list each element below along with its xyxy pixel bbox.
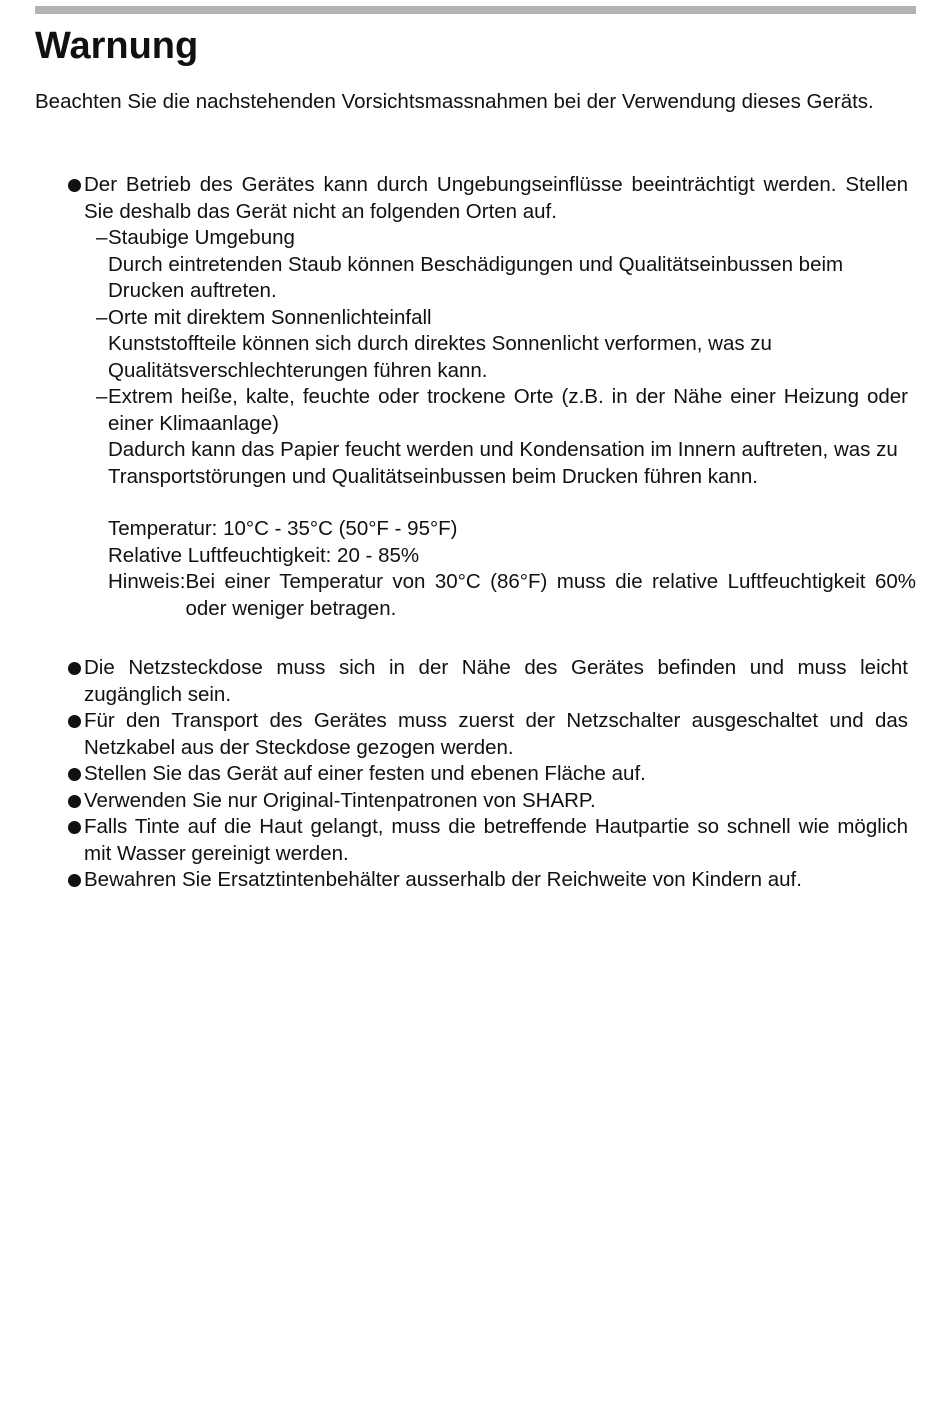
list-item [68, 761, 908, 788]
sub-item [96, 225, 908, 305]
list-item [68, 172, 916, 622]
list-item [68, 708, 908, 761]
bullet-icon [68, 662, 81, 675]
intro-paragraph: Beachten Sie die nachstehenden Vorsichtsmassnahmen bei der Verwendung dieses Geräts. [35, 90, 874, 113]
list-item [68, 867, 908, 894]
top-rule [35, 6, 916, 14]
bullet-icon [68, 821, 81, 834]
sub-item-heading: Extrem heiße, kalte, feuchte oder trockene Orte (z.B. in der Nähe einer Heizung oder einer Klimaanlage) [108, 385, 908, 435]
dash-icon: – [96, 226, 108, 249]
list-item-text: Der Betrieb des Gerätes kann durch Ungebungseinflüsse beeinträchtigt werden. Stellen Sie deshalb das Gerät nicht an folgenden Orten auf. [84, 173, 908, 223]
list-item-text: Bewahren Sie Ersatztintenbehälter ausserhalb der Reichweite von Kindern auf. [84, 868, 802, 891]
dash-icon: – [96, 385, 108, 408]
sub-item-desc: Kunststoffteile können sich durch direktes Sonnenlicht verformen, was zu Qualitätsverschlechterungen führen kann. [108, 332, 772, 382]
sub-item-desc: Dadurch kann das Papier feucht werden und Kondensation im Innern auftreten, was zu Transportstörungen und Qualitätseinbussen beim Drucken führen kann. [108, 438, 898, 488]
list-item [68, 788, 908, 815]
bullet-icon [68, 768, 81, 781]
environment-specs [108, 516, 916, 622]
sub-item-heading: Orte mit direktem Sonnenlichteinfall [108, 305, 432, 329]
location-sublist [96, 225, 908, 490]
note [108, 569, 916, 622]
sub-item [96, 305, 908, 385]
bullet-icon [68, 179, 81, 192]
sub-item-desc: Durch eintretenden Staub können Beschädigungen und Qualitätseinbussen beim Drucken auftreten. [108, 252, 844, 302]
bullet-icon [68, 795, 81, 808]
list-item-text: Falls Tinte auf die Haut gelangt, muss die betreffende Hautpartie so schnell wie möglich mit Wasser gereinigt werden. [84, 815, 908, 865]
sub-item-heading: Staubige Umgebung [108, 226, 295, 249]
list-item-text: Stellen Sie das Gerät auf einer festen und ebenen Fläche auf. [84, 762, 646, 785]
humidity-spec: Relative Luftfeuchtigkeit: 20 - 85% [108, 543, 420, 567]
list-item-text: Für den Transport des Gerätes muss zuerst der Netzschalter ausgeschaltet und das Netzkabel aus der Steckdose gezogen werden. [84, 709, 908, 759]
bullet-icon [68, 715, 81, 728]
note-label: Hinweis: [108, 570, 186, 593]
warning-list-primary [68, 172, 916, 622]
bullet-icon [68, 874, 81, 887]
page-title: Warnung [35, 25, 199, 67]
list-item [68, 814, 908, 867]
warning-list-secondary [68, 655, 908, 894]
dash-icon: – [96, 305, 108, 329]
sub-item [96, 384, 908, 490]
list-item-text: Verwenden Sie nur Original-Tintenpatronen von SHARP. [84, 788, 596, 812]
list-item-text: Die Netzsteckdose muss sich in der Nähe des Gerätes befinden und muss leicht zugänglich sein. [84, 656, 908, 706]
temperature-spec: Temperatur: 10°C - 35°C (50°F - 95°F) [108, 517, 458, 540]
note-text: Bei einer Temperatur von 30°C (86°F) muss die relative Luftfeuchtigkeit 60% oder weniger betragen. [185, 570, 916, 620]
list-item [68, 655, 908, 708]
